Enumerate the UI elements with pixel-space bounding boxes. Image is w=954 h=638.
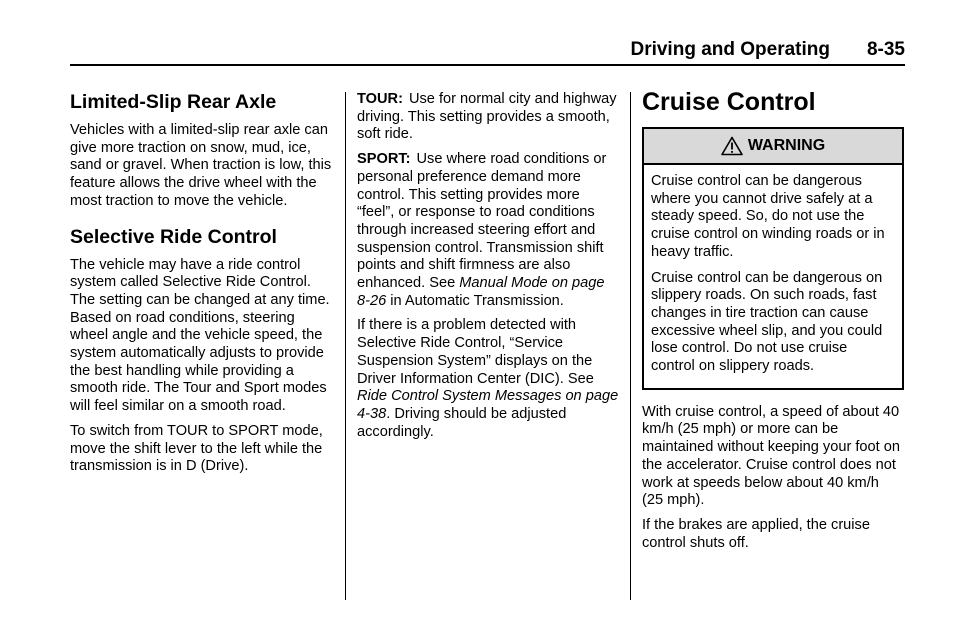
warning-triangle-icon [721,136,743,156]
sport-label: SPORT: [357,151,411,168]
tour-sport-switch-paragraph: To switch from TOUR to SPORT mode, move the shift lever to the left while the transmission is in D (Drive). [70,422,323,475]
sport-paragraph [357,151,621,310]
warning-label: WARNING [747,137,826,155]
warning-header [644,129,902,165]
limited-slip-heading: Limited-Slip Rear Axle [70,91,277,113]
sport-text: Use where road conditions or personal preference demand more control. This setting provides more “feel”, or response to road conditions through increased steering effort and suspension control. Transmission shift points and shift firmness are also enhanced. See [357,151,607,292]
warning-paragraph-1: Cruise control can be dangerous where you cannot drive safely at a steady speed. So, do not use the cruise control on winding roads or in heavy traffic. [651,173,885,260]
cruise-brakes-paragraph: If the brakes are applied, the cruise control shuts off. [642,516,870,551]
selective-ride-paragraph: The vehicle may have a ride control system called Selective Ride Control. The setting can be changed at any time. Based on road conditions, steering wheel angle and the vehicle speed, the system automatically adjusts to provide the best handling while providing a smooth ride. The Tour and Sport modes will feel similar on a smooth road. [70,256,330,415]
problem-paragraph [357,317,621,441]
column-divider-right [630,92,631,600]
ride-control-messages-link[interactable]: Ride Control System Messages on page 4-38 [357,388,619,422]
warning-paragraph-2: Cruise control can be dangerous on slippery roads. On such roads, fast changes in tire traction can cause excessive wheel slip, and you could lose control. Do not use cruise control on slippery roads. [651,269,883,375]
sport-tail: in Automatic Transmission. [390,292,564,309]
column-1 [70,90,334,483]
cruise-control-title: Cruise Control [642,88,816,116]
problem-tail: . Driving should be adjusted accordingly. [357,405,567,440]
limited-slip-paragraph: Vehicles with a limited-slip rear axle can give more traction on snow, mud, ice, sand or gravel. When traction is low, this feature allows the drive wheel with the most traction to move the vehicle. [70,122,332,209]
column-2 [357,91,621,448]
selective-ride-heading: Selective Ride Control [70,225,277,248]
header-section-title: Driving and Operating [630,39,830,60]
column-3 [642,87,904,559]
problem-text: If there is a problem detected with Selective Ride Control, “Service Suspension System” displays on the Driver Information Center (DIC). See [357,317,594,387]
tour-label: TOUR: [357,91,403,107]
warning-box [642,127,904,390]
warning-body [644,165,902,388]
header-page-number: 8-35 [866,39,905,60]
column-divider-left [345,92,346,600]
tour-paragraph [357,91,621,144]
header-rule [70,64,905,66]
cruise-speed-paragraph: With cruise control, a speed of about 40 km/h (25 mph) or more can be maintained without keeping your foot on the accelerator. Cruise control does not work at speeds below about 40 km/h (25 mph). [642,403,900,509]
manual-mode-link[interactable]: Manual Mode on page 8-26 [357,275,605,309]
tour-text: Use for normal city and highway driving. This setting provides a smooth, soft ride. [357,91,617,143]
